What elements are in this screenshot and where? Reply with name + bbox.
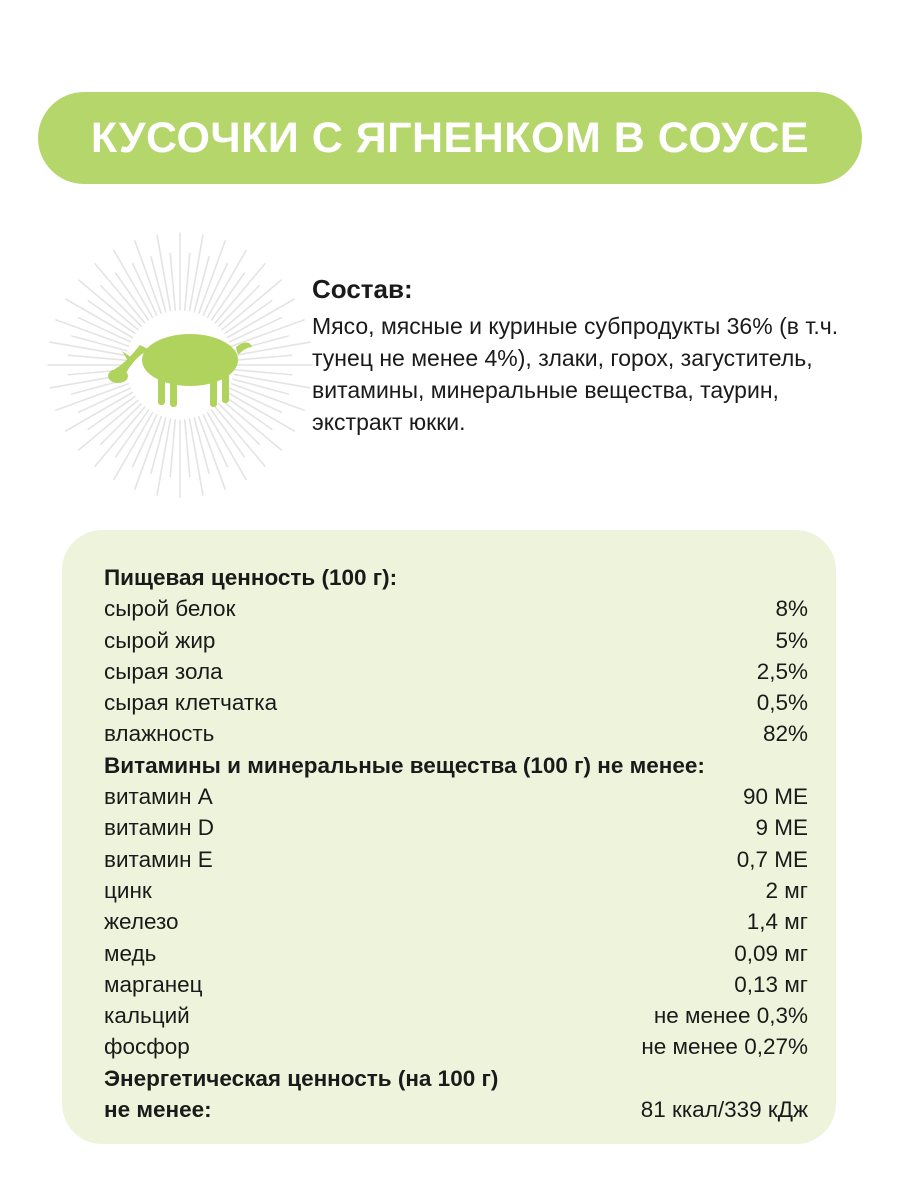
table-row bbox=[104, 781, 808, 812]
row-value: 0,5% bbox=[756, 690, 808, 716]
energy-label: не менее: bbox=[104, 1097, 212, 1123]
sunburst-ray bbox=[50, 342, 126, 355]
table-row bbox=[104, 1031, 808, 1062]
row-value: 82% bbox=[762, 721, 808, 747]
nutrition-header-row bbox=[104, 562, 808, 593]
nutrition-panel bbox=[62, 530, 836, 1144]
composition-section bbox=[312, 272, 872, 438]
row-label: сырая клетчатка bbox=[104, 690, 278, 716]
sunburst-ray bbox=[116, 273, 149, 320]
row-value: не менее 0,27% bbox=[641, 1034, 808, 1060]
row-label: цинк bbox=[104, 877, 152, 903]
table-row bbox=[104, 906, 808, 937]
sunburst-ray bbox=[208, 251, 247, 318]
row-value: 0,7 МЕ bbox=[736, 846, 808, 872]
row-label: сырой жир bbox=[104, 627, 216, 653]
sunburst-ray bbox=[66, 393, 133, 432]
sunburst-ray bbox=[114, 251, 153, 318]
sunburst-ray bbox=[157, 419, 170, 495]
sunburst-ray bbox=[225, 301, 272, 334]
row-value: 9 МЕ bbox=[755, 815, 808, 841]
table-row bbox=[104, 875, 808, 906]
sunburst-ray bbox=[66, 299, 133, 338]
row-value: 8% bbox=[775, 596, 808, 622]
table-row bbox=[104, 938, 808, 969]
row-value: 5% bbox=[775, 627, 808, 653]
vitamins-header: Витамины и минеральные вещества (100 г) не менее: bbox=[104, 752, 705, 778]
sunburst-ray bbox=[101, 404, 141, 444]
sunburst-ray bbox=[219, 286, 259, 326]
table-row bbox=[104, 593, 808, 624]
sunburst-ray bbox=[235, 355, 292, 360]
row-label: влажность bbox=[104, 721, 215, 747]
sunburst-ray bbox=[185, 253, 190, 310]
table-row bbox=[104, 625, 808, 656]
nutrition-table bbox=[104, 562, 808, 1125]
row-label: кальций bbox=[104, 1003, 190, 1029]
sunburst-ray bbox=[88, 397, 135, 430]
row-value: 1,4 мг bbox=[746, 909, 808, 935]
table-row bbox=[104, 656, 808, 687]
vitamins-header-row bbox=[104, 750, 808, 781]
row-value: не менее 0,3% bbox=[653, 1003, 808, 1029]
table-row bbox=[104, 1000, 808, 1031]
sunburst-ray bbox=[219, 404, 259, 444]
sunburst-ray bbox=[114, 413, 153, 480]
row-label: сырая зола bbox=[104, 658, 223, 684]
table-row bbox=[104, 718, 808, 749]
sunburst-ray bbox=[228, 299, 295, 338]
sunburst-ray bbox=[212, 410, 245, 457]
sunburst-ray bbox=[170, 420, 175, 477]
sunburst-ray bbox=[101, 286, 141, 326]
sunburst-ray bbox=[228, 393, 295, 432]
row-label: сырой белок bbox=[104, 596, 236, 622]
row-label: витамин А bbox=[104, 784, 213, 810]
sunburst-ray bbox=[190, 419, 203, 495]
sunburst-ray bbox=[234, 375, 310, 388]
sunburst-ray bbox=[68, 355, 125, 360]
composition-heading: Состав: bbox=[312, 274, 413, 304]
energy-value: 81 ккал/339 кДж bbox=[640, 1097, 808, 1123]
row-label: витамин D bbox=[104, 815, 215, 841]
sunburst-ray bbox=[212, 273, 245, 320]
row-value: 2 мг bbox=[765, 877, 808, 903]
page-title: КУСОЧКИ С ЯГНЕНКОМ В СОУСЕ bbox=[90, 113, 810, 162]
nutrition-header: Пищевая ценность (100 г): bbox=[104, 565, 398, 590]
energy-header-row bbox=[104, 1063, 808, 1094]
sunburst-ray bbox=[88, 301, 135, 334]
sunburst-ray bbox=[116, 410, 149, 457]
sunburst-ray bbox=[190, 235, 203, 311]
sunburst-ray bbox=[235, 370, 292, 375]
sunburst-ray bbox=[225, 397, 272, 430]
row-value: 0,09 мг bbox=[734, 940, 808, 966]
sunburst-ray bbox=[185, 420, 190, 477]
composition-text: Мясо, мясные и куриные субпродукты 36% (в т.ч. тунец не менее 4%), злаки, горох, загуститель, витамины, минеральные вещества, таурин, экстракт юкки. bbox=[312, 313, 839, 435]
row-label: медь bbox=[104, 940, 157, 966]
table-row bbox=[104, 687, 808, 718]
sunburst-ray bbox=[157, 235, 170, 311]
table-row bbox=[104, 812, 808, 843]
row-label: марганец bbox=[104, 971, 203, 997]
row-value: 0,13 мг bbox=[734, 971, 808, 997]
energy-row bbox=[104, 1094, 808, 1125]
table-row bbox=[104, 844, 808, 875]
row-label: железо bbox=[104, 909, 179, 935]
row-value: 2,5% bbox=[756, 658, 808, 684]
sunburst-ray bbox=[208, 413, 247, 480]
row-value: 90 МЕ bbox=[742, 784, 808, 810]
title-banner bbox=[38, 92, 862, 184]
lamb-icon-graphic bbox=[40, 225, 320, 505]
energy-header: Энергетическая ценность (на 100 г) bbox=[104, 1065, 499, 1091]
table-row bbox=[104, 969, 808, 1000]
sunburst-ray bbox=[170, 253, 175, 310]
row-label: витамин Е bbox=[104, 846, 213, 872]
row-label: фосфор bbox=[104, 1034, 190, 1060]
lamb-icon bbox=[40, 225, 320, 505]
